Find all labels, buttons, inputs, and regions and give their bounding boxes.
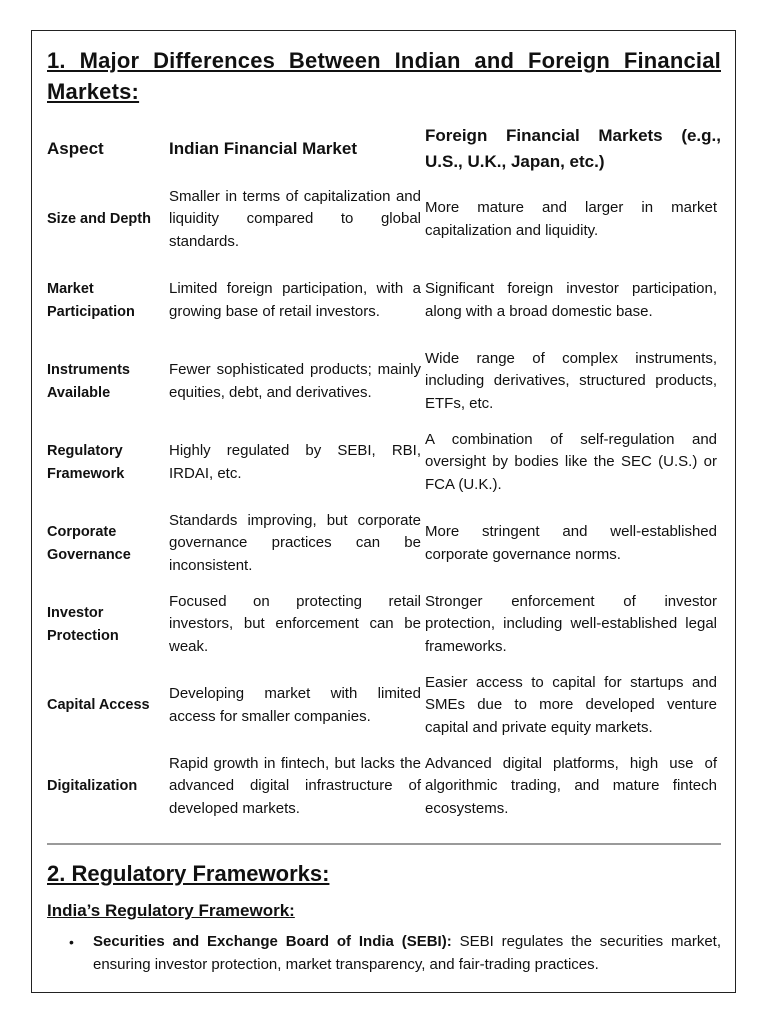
row-indian: Rapid growth in fintech, but lacks the advanced digital infrastructure of developed markets. [169,754,421,817]
row-indian: Smaller in terms of capitalization and liquidity compared to global standards. [169,187,421,250]
row-indian: Highly regulated by SEBI, RBI, IRDAI, etc. [169,442,421,482]
header-foreign: Foreign Financial Markets (e.g., U.S., U.K., Japan, etc.) [425,126,721,171]
table-row [47,665,721,746]
row-foreign: A combination of self-regulation and oversight by bodies like the SEC (U.S.) or FCA (U.K.). [425,430,717,493]
bullet-text: SEBI regulates the securities market, ensuring investor protection, market transparency, and fair-trading practices. [93,933,722,973]
bullet-list [47,931,721,976]
page-frame [31,30,736,993]
bullet-term: Securities and Exchange Board of India (SEBI): [93,933,452,950]
row-indian: Limited foreign participation, with a growing base of retail investors. [169,280,421,320]
row-foreign: Significant foreign investor participation, along with a broad domestic base. [425,280,717,320]
row-aspect: Instruments Available [47,362,130,401]
section-divider [47,843,721,845]
row-indian: Focused on protecting retail investors, but enforcement can be weak. [169,592,421,655]
table-row [47,503,721,584]
row-aspect: Capital Access [47,697,150,714]
header-aspect: Aspect [47,139,104,158]
bullet-icon: • [69,934,74,950]
row-foreign: Easier access to capital for startups and SMEs due to more developed venture capital and private equity markets. [425,673,717,736]
table-row [47,422,721,503]
table-row [47,179,721,260]
row-aspect: Digitalization [47,778,138,795]
row-foreign: More mature and larger in market capitalization and liquidity. [425,199,717,239]
table-header-row [47,119,721,179]
row-aspect: Market Participation [47,281,135,320]
row-indian: Developing market with limited access for smaller companies. [169,685,421,725]
section2-title: 2. Regulatory Frameworks: [47,861,330,886]
list-item [47,931,721,976]
row-aspect: Size and Depth [47,211,151,228]
section1-title: 1. Major Differences Between Indian and Foreign Financial Markets: [47,48,721,104]
row-aspect: Regulatory Framework [47,443,125,482]
comparison-table [47,119,721,827]
table-row [47,584,721,665]
row-foreign: Stronger enforcement of investor protection, including well-established legal frameworks. [425,592,717,655]
row-indian: Fewer sophisticated products; mainly equities, debt, and derivatives. [169,361,421,401]
header-indian: Indian Financial Market [169,139,357,158]
row-aspect: Investor Protection [47,605,119,644]
row-aspect: Corporate Governance [47,524,131,563]
row-foreign: Wide range of complex instruments, including derivatives, structured products, ETFs, etc. [425,349,717,412]
table-row [47,746,721,827]
table-row [47,260,721,341]
row-foreign: Advanced digital platforms, high use of algorithmic trading, and mature fintech ecosystems. [425,754,717,817]
table-row [47,341,721,422]
section2-subtitle: India’s Regulatory Framework: [47,901,295,920]
row-indian: Standards improving, but corporate governance practices can be inconsistent. [169,511,421,574]
document-content [47,45,721,976]
row-foreign: More stringent and well-established corporate governance norms. [425,523,717,563]
